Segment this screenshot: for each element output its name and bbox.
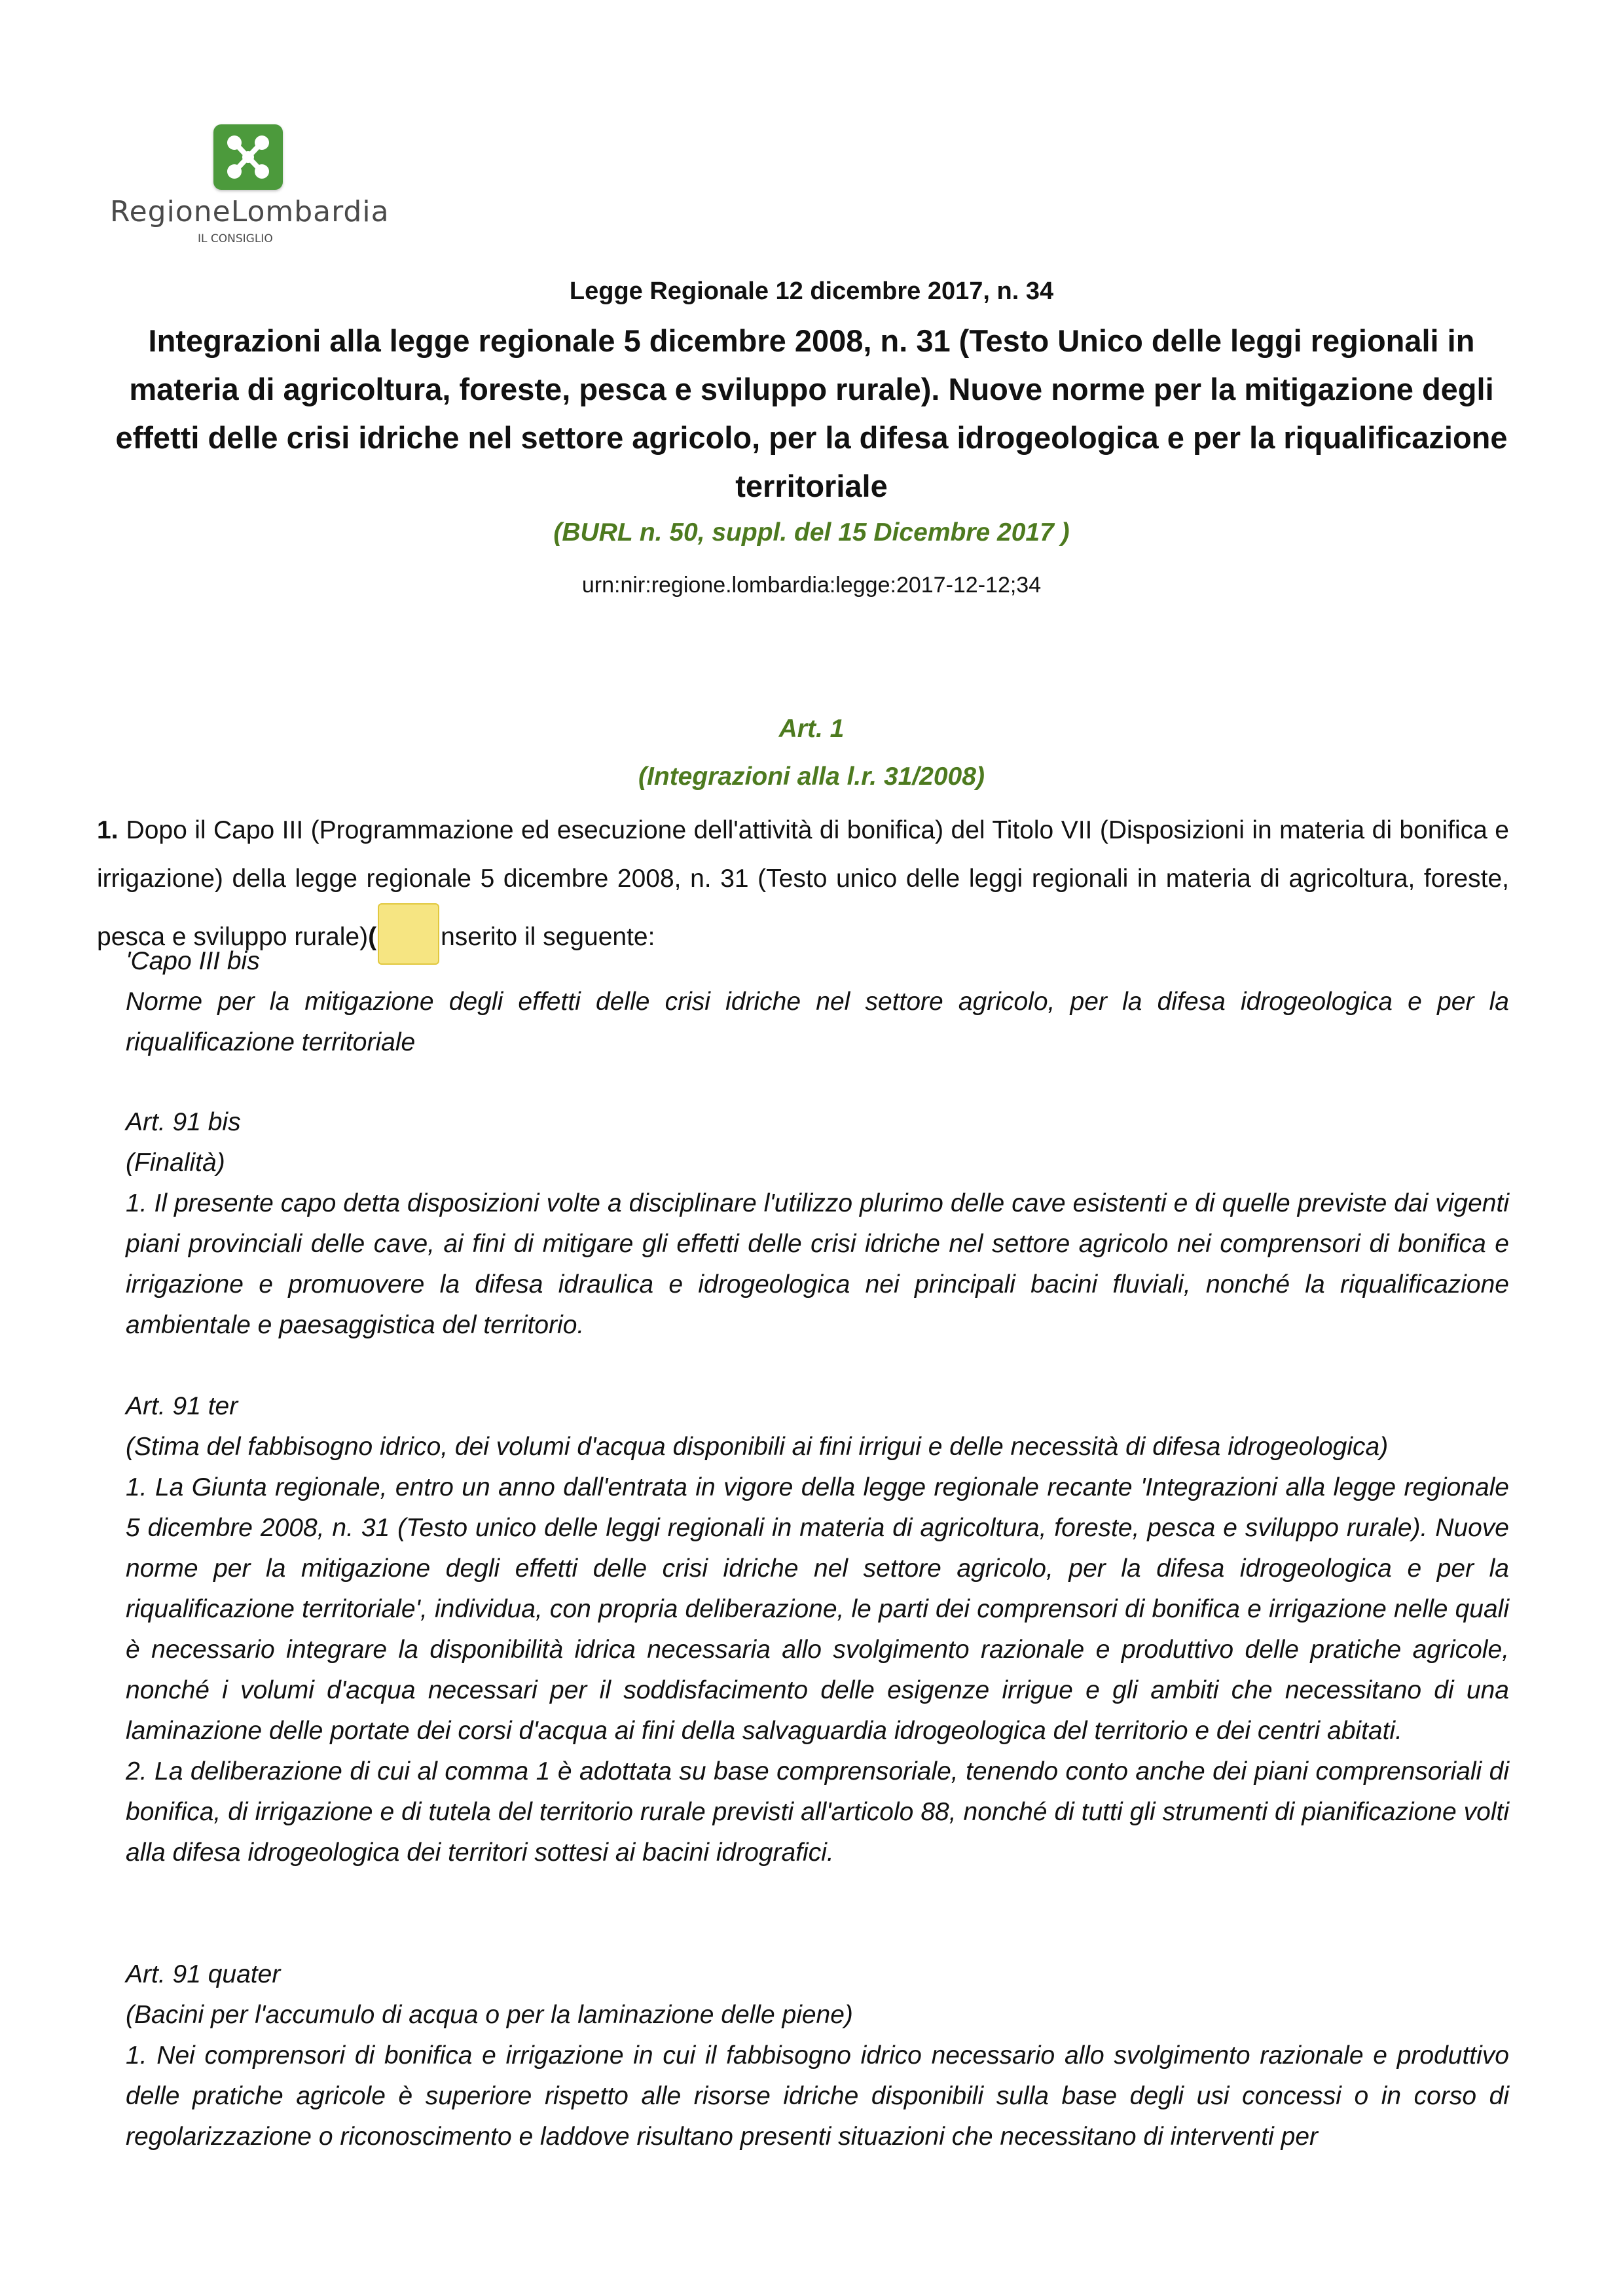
lombardy-rose-icon <box>213 124 283 190</box>
paragraph-paren: ( <box>368 923 377 951</box>
capo-title: Norme per la mitigazione degli effetti delle crisi idriche nel settore agricolo, per la difesa idrogeologica e per la riqualificazione territoriale <box>126 988 1509 1056</box>
capo-label: 'Capo III bis <box>126 947 260 975</box>
art-91-ter-label: Art. 91 ter <box>126 1392 238 1420</box>
art-91-bis-section <box>126 1102 1509 1346</box>
paragraph-text-before: Dopo il Capo III (Programmazione ed esecuzione dell'attività di bonifica) del Titolo VII (Disposizioni in materia di bonifica e irrigazione) della legge regionale 5 dicembre 2008, n. 31 (Testo unico delle leggi regionali in materia di agricoltura, foreste, pesca e sviluppo rurale) <box>97 816 1509 951</box>
art-91-ter-comma-1: 1. La Giunta regionale, entro un anno dall'entrata in vigore della legge regionale recante 'Integrazioni alla legge regionale 5 dicembre 2008, n. 31 (Testo unico delle leggi regionali in materia di agricoltura, foreste, pesca e sviluppo rurale). Nuove norme per la mitigazione degli effetti delle crisi idriche nel settore agricolo, per la difesa idrogeologica e per la riqualificazione territoriale', individua, con propria deliberazione, le parti dei comprensori di bonifica e irrigazione nelle quali è necessario integrare la disponibilità idrica necessaria allo svolgimento razionale e produttivo delle pratiche agricole, nonché i volumi d'acqua necessari per il soddisfacimento delle esigenze irrigue e gli ambiti che necessitano di una laminazione delle portate dei corsi d'acqua ai fini della salvaguardia idrogeologica del territorio e dei centri abitati. <box>126 1473 1509 1745</box>
art-91-quater-comma-1: 1. Nei comprensori di bonifica e irrigazione in cui il fabbisogno idrico necessario allo svolgimento razionale e produttivo delle pratiche agricole è superiore rispetto alle risorse idriche disponibili sulla base degli usi concessi o in corso di regolarizzazione o riconoscimento e laddove risultano presenti situazioni che necessitano di interventi per <box>126 2041 1509 2151</box>
art-91-bis-comma-1: 1. Il presente capo detta disposizioni volte a disciplinare l'utilizzo plurimo delle cave esistenti e di quelle previste dai vigenti piani provinciali delle cave, ai fini di mitigare gli effetti delle crisi idriche nel settore agricolo nei comprensori di bonifica e irrigazione e promuovere la difesa idraulica e idrogeologica nei principali bacini fluviali, nonché la riqualificazione ambientale e paesaggistica del territorio. <box>126 1189 1509 1339</box>
regione-lombardia-logo <box>110 124 398 249</box>
art-91-bis-heading: (Finalità) <box>126 1149 225 1177</box>
article-number: Art. 1 <box>778 715 845 743</box>
capo-section <box>126 941 1509 1063</box>
logo-subtitle: IL CONSIGLIO <box>198 232 273 245</box>
art-91-quater-label: Art. 91 quater <box>126 1960 281 1988</box>
urn-identifier: urn:nir:regione.lombardia:legge:2017-12-12;34 <box>581 573 1042 598</box>
article-subtitle: (Integrazioni alla l.r. 31/2008) <box>638 762 985 791</box>
paragraph-text-after: nserito il seguente: <box>441 923 655 951</box>
art-91-quater-heading: (Bacini per l'accumulo di acqua o per la laminazione delle piene) <box>126 2001 853 2029</box>
art-91-ter-section <box>126 1386 1509 1873</box>
art-91-bis-label: Art. 91 bis <box>126 1108 241 1136</box>
art-91-ter-heading: (Stima del fabbisogno idrico, dei volumi d'acqua disponibili ai fini irrigui e delle necessità di difesa idrogeologica) <box>126 1433 1389 1461</box>
art-91-ter-comma-2: 2. La deliberazione di cui al comma 1 è adottata su base comprensoriale, tenendo conto anche dei piani comprensoriali di bonifica, di irrigazione e di tutela del territorio rurale previsti all'articolo 88, nonché di tutti gli strumenti di pianificazione volti alla difesa idrogeologica dei territori sottesi ai bacini idrografici. <box>126 1757 1509 1867</box>
burl-reference: (BURL n. 50, suppl. del 15 Dicembre 2017 ) <box>553 518 1070 547</box>
logo-name: RegioneLombardia <box>110 195 390 228</box>
paragraph-number: 1. <box>97 816 119 844</box>
law-reference: Legge Regionale 12 dicembre 2017, n. 34 <box>569 278 1054 305</box>
law-title: Integrazioni alla legge regionale 5 dicembre 2008, n. 31 (Testo Unico delle leggi regionali in materia di agricoltura, foreste, pesca e sviluppo rurale). Nuove norme per la mitigazione degli effetti delle crisi idriche nel settore agricolo, per la difesa idrogeologica e per la riqualificazione territoriale <box>115 323 1508 503</box>
art-91-quater-section <box>126 1954 1509 2157</box>
